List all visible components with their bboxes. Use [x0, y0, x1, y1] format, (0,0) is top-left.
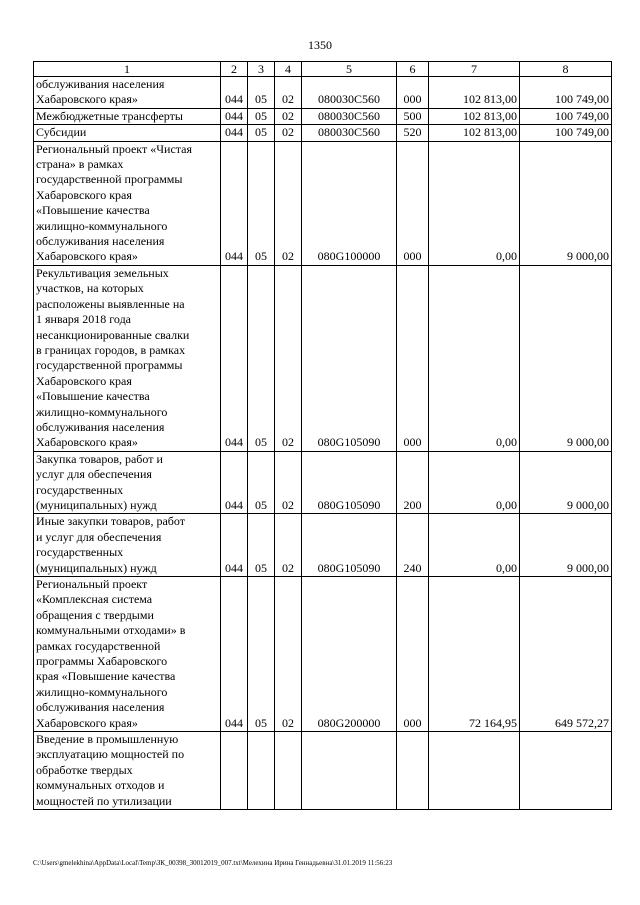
row-name: обслуживания населения Хабаровского края» [34, 77, 221, 109]
cell-subsection: 02 [275, 514, 302, 577]
cell-expense-type: 200 [397, 451, 429, 514]
header-cell: 4 [275, 62, 302, 77]
page-number: 1350 [308, 38, 332, 52]
cell-target-article: 080030С560 [302, 125, 397, 141]
cell-target-article: 080030С560 [302, 77, 397, 109]
cell-target-article: 080G105090 [302, 265, 397, 451]
row-name: Региональный проект «Чистая страна» в рамках государственной программы Хабаровского края «Повышение качества жилищно-коммунального обслуживания населения Хабаровского края» [34, 141, 221, 265]
header-cell: 7 [429, 62, 520, 77]
row-name: Региональный проект «Комплексная система обращения с твердыми коммунальными отходами» в рамках государственной программы Хабаровского края «Повышение качества жилищно-коммунального обслуживания населения Хабаровского края» [34, 577, 221, 732]
cell-expense-type: 000 [397, 141, 429, 265]
table-row [34, 141, 612, 265]
cell-expense-type: 000 [397, 77, 429, 109]
table-row [34, 451, 612, 514]
cell-amount-2: 9 000,00 [520, 514, 612, 577]
cell-amount-1: 102 813,00 [429, 77, 520, 109]
cell-amount-1: 102 813,00 [429, 125, 520, 141]
cell-target-article: 080G200000 [302, 577, 397, 732]
cell-expense-type: 500 [397, 108, 429, 124]
cell-amount-2: 9 000,00 [520, 265, 612, 451]
cell-ministry: 044 [221, 141, 248, 265]
cell-expense-type: 520 [397, 125, 429, 141]
header-cell: 2 [221, 62, 248, 77]
cell-section [248, 732, 275, 810]
header-cell: 3 [248, 62, 275, 77]
cell-subsection: 02 [275, 265, 302, 451]
cell-amount-1: 0,00 [429, 451, 520, 514]
cell-target-article [302, 732, 397, 810]
cell-expense-type: 240 [397, 514, 429, 577]
table-row [34, 265, 612, 451]
cell-subsection: 02 [275, 577, 302, 732]
cell-amount-2: 649 572,27 [520, 577, 612, 732]
file-path-footer: C:\Users\gmelekhina\AppData\Local\Temp\ЗК_00398_30012019_007.txt\Мелехина Ирина Геннадьевна\31.01.2019 11:56:23 [33, 859, 393, 867]
cell-expense-type: 000 [397, 265, 429, 451]
cell-amount-1: 0,00 [429, 265, 520, 451]
cell-ministry: 044 [221, 514, 248, 577]
cell-target-article: 080G100000 [302, 141, 397, 265]
cell-amount-1: 0,00 [429, 514, 520, 577]
cell-subsection: 02 [275, 125, 302, 141]
row-name: Субсидии [34, 125, 221, 141]
cell-amount-2: 9 000,00 [520, 141, 612, 265]
cell-target-article: 080G105090 [302, 514, 397, 577]
cell-subsection: 02 [275, 77, 302, 109]
cell-amount-1: 72 164,95 [429, 577, 520, 732]
cell-target-article: 080030С560 [302, 108, 397, 124]
cell-ministry: 044 [221, 108, 248, 124]
table-row [34, 77, 612, 109]
cell-amount-2 [520, 732, 612, 810]
cell-subsection: 02 [275, 451, 302, 514]
row-name: Иные закупки товаров, работ и услуг для обеспечения государственных (муниципальных) нужд [34, 514, 221, 577]
cell-amount-2: 100 749,00 [520, 125, 612, 141]
cell-expense-type: 000 [397, 577, 429, 732]
cell-ministry [221, 732, 248, 810]
table-row [34, 108, 612, 124]
row-name: Рекультивация земельных участков, на которых расположены выявленные на 1 января 2018 года несанкционированные свалки в границах городов, в рамках государственной программы Хабаровского края «Повышение качества жилищно-коммунального обслуживания населения Хабаровского края» [34, 265, 221, 451]
cell-ministry: 044 [221, 577, 248, 732]
cell-amount-2: 100 749,00 [520, 77, 612, 109]
table-row [34, 514, 612, 577]
cell-section: 05 [248, 77, 275, 109]
table-row [34, 577, 612, 732]
table-row [34, 125, 612, 141]
row-name: Введение в промышленную эксплуатацию мощностей по обработке твердых коммунальных отходов и мощностей по утилизации [34, 732, 221, 810]
cell-amount-1: 0,00 [429, 141, 520, 265]
budget-table [33, 61, 612, 810]
cell-section: 05 [248, 265, 275, 451]
table-row [34, 732, 612, 810]
cell-amount-2: 9 000,00 [520, 451, 612, 514]
cell-amount-2: 100 749,00 [520, 108, 612, 124]
cell-target-article: 080G105090 [302, 451, 397, 514]
header-cell: 8 [520, 62, 612, 77]
header-cell: 1 [34, 62, 221, 77]
header-cell: 5 [302, 62, 397, 77]
cell-section: 05 [248, 577, 275, 732]
cell-amount-1 [429, 732, 520, 810]
cell-section: 05 [248, 451, 275, 514]
cell-section: 05 [248, 514, 275, 577]
cell-section: 05 [248, 125, 275, 141]
row-name: Закупка товаров, работ и услуг для обеспечения государственных (муниципальных) нужд [34, 451, 221, 514]
cell-ministry: 044 [221, 125, 248, 141]
cell-subsection: 02 [275, 141, 302, 265]
cell-amount-1: 102 813,00 [429, 108, 520, 124]
cell-ministry: 044 [221, 77, 248, 109]
cell-subsection: 02 [275, 108, 302, 124]
cell-expense-type [397, 732, 429, 810]
header-cell: 6 [397, 62, 429, 77]
cell-ministry: 044 [221, 451, 248, 514]
cell-section: 05 [248, 141, 275, 265]
header-row [34, 62, 612, 77]
cell-ministry: 044 [221, 265, 248, 451]
cell-section: 05 [248, 108, 275, 124]
cell-subsection [275, 732, 302, 810]
row-name: Межбюджетные трансферты [34, 108, 221, 124]
